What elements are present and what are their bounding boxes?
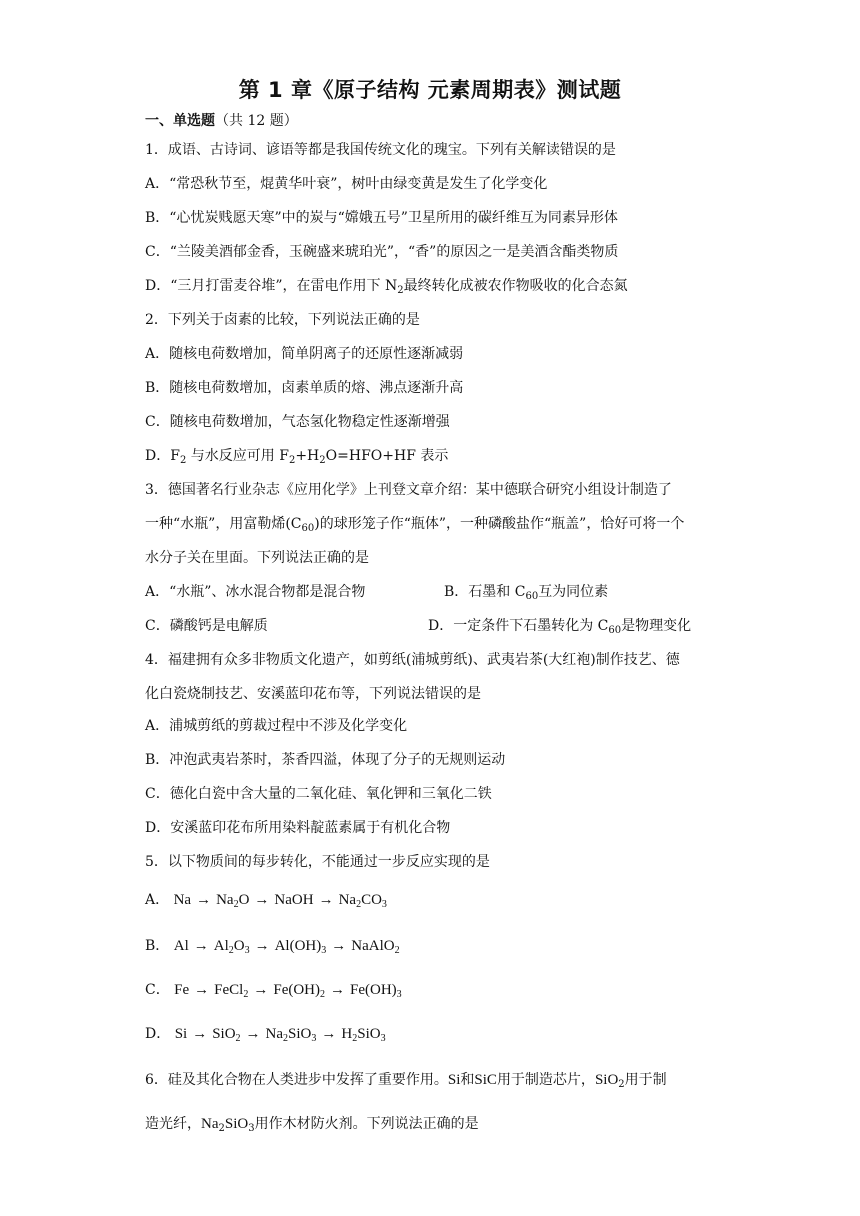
question-2-option-c: C．随核电荷数增加，气态氢化物稳定性逐渐增强	[145, 414, 450, 430]
question-5-stem: 5．以下物质间的每步转化，不能通过一步反应实现的是	[145, 854, 490, 870]
question-6-stem-line-1	[145, 1070, 667, 1090]
option-label: C．	[145, 982, 170, 998]
formula-run: SiO	[288, 1026, 312, 1042]
question-2-stem: 2．下列关于卤素的比较，下列说法正确的是	[145, 312, 420, 328]
question-3-option-b	[444, 582, 608, 602]
subscript: 2	[218, 1123, 225, 1134]
reaction-chain	[175, 1026, 386, 1042]
arrow-icon: →	[254, 938, 270, 954]
question-6-stem-line-2	[145, 1114, 479, 1134]
subscript: 2	[288, 455, 296, 466]
text-run: 用作木材防火剂。下列说法正确的是	[254, 1116, 479, 1132]
text-run: 互为同位素	[538, 584, 609, 600]
text-run: D．一定条件下石墨转化为 C	[428, 618, 609, 634]
arrow-icon: →	[245, 1026, 261, 1042]
arrow-icon: →	[194, 982, 210, 998]
subscript: 3	[311, 1033, 317, 1044]
question-3-option-a: A．“水瓶”、冰水混合物都是混合物	[145, 584, 366, 600]
option-label: B．	[145, 938, 170, 954]
arrow-icon: →	[330, 982, 346, 998]
question-3-option-c: C．磷酸钙是电解质	[145, 618, 268, 634]
question-1-option-d	[145, 276, 628, 296]
formula-run: NaAlO	[351, 938, 395, 954]
subscript: 2	[618, 1079, 625, 1090]
question-2-option-a: A．随核电荷数增加，简单阴离子的还原性逐渐减弱	[145, 346, 464, 362]
subscript: 2	[228, 945, 234, 956]
question-3-stem-line-3: 水分子关在里面。下列说法正确的是	[145, 550, 369, 566]
formula-run: Al	[173, 938, 189, 954]
subscript: 2	[233, 899, 239, 910]
question-2-option-b: B．随核电荷数增加，卤素单质的熔、沸点逐渐升高	[145, 380, 464, 396]
formula-run: Na	[265, 1026, 284, 1042]
arrow-icon: →	[193, 938, 209, 954]
formula-run: Si	[174, 1026, 188, 1042]
formula-run: SiC	[474, 1072, 497, 1088]
formula-run: SiO	[594, 1072, 619, 1088]
formula-run: Na	[201, 1116, 219, 1132]
text-run: 用于制	[624, 1072, 667, 1088]
subscript: 3	[244, 945, 250, 956]
question-5-option-d	[145, 1024, 386, 1044]
subscript: 3	[321, 945, 327, 956]
section-count: （共 12 题）	[215, 113, 298, 129]
reaction-chain	[174, 892, 387, 908]
text-run: D．F	[145, 448, 180, 464]
text-run: )的球形笼子作“瓶体”，一种磷酸盐作“瓶盖”，恰好可将一个	[314, 516, 685, 532]
subscript: 60	[301, 523, 315, 534]
text-run: 与水反应可用 F	[186, 448, 289, 464]
reaction-chain	[174, 982, 402, 998]
formula-run: Na	[338, 892, 357, 908]
text-run: 一种“水瓶”，用富勒烯(C	[145, 516, 302, 532]
formula-run: Na	[173, 892, 192, 908]
arrow-icon: →	[196, 892, 212, 908]
arrow-icon: →	[318, 892, 334, 908]
question-4-stem-line-1: 4．福建拥有众多非物质文化遗产，如剪纸(浦城剪纸)、武夷岩茶(大红袍)制作技艺、德	[145, 652, 680, 668]
formula-run: Fe	[174, 982, 190, 998]
section-label: 一、单选题	[145, 113, 215, 129]
question-5-option-c	[145, 980, 402, 1000]
arrow-icon: →	[321, 1026, 337, 1042]
subscript: 60	[608, 625, 622, 636]
question-4-option-d: D．安溪蓝印花布所用染料靛蓝素属于有机化合物	[145, 820, 451, 836]
text-run: 6．硅及其化合物在人类进步中发挥了重要作用。	[145, 1072, 448, 1088]
question-4-option-a: A．浦城剪纸的剪裁过程中不涉及化学变化	[145, 718, 408, 734]
arrow-icon: →	[254, 892, 270, 908]
subscript: 2	[394, 945, 400, 956]
subscript: 2	[235, 1033, 241, 1044]
option-label: D．	[145, 1026, 171, 1042]
question-2-option-d	[145, 446, 448, 466]
section-heading	[145, 111, 298, 131]
formula-run: CO	[361, 892, 382, 908]
subscript: 60	[525, 591, 539, 602]
text-run: +H	[295, 448, 320, 464]
question-1-option-b: B．“心忧炭贱愿天寒”中的炭与“嫦娥五号”卫星所用的碳纤维互为同素异形体	[145, 210, 618, 226]
formula-run: SiO	[224, 1116, 249, 1132]
arrow-icon: →	[192, 1026, 208, 1042]
question-1-option-c: C．“兰陵美酒郁金香，玉碗盛来琥珀光”，“香”的原因之一是美酒含酯类物质	[145, 244, 619, 260]
subscript: 2	[283, 1033, 289, 1044]
arrow-icon: →	[253, 982, 269, 998]
formula-run: FeCl	[214, 982, 244, 998]
question-5-option-a	[145, 890, 387, 910]
subscript: 3	[248, 1123, 255, 1134]
question-5-option-b	[145, 936, 400, 956]
formula-run: SiO	[212, 1026, 236, 1042]
formula-run: Fe(OH)	[350, 982, 397, 998]
question-1-option-a: A．“常恐秋节至，焜黄华叶衰”，树叶由绿变黄是发生了化学变化	[145, 176, 548, 192]
question-4-option-b: B．冲泡武夷岩茶时，茶香四溢，体现了分子的无规则运动	[145, 752, 506, 768]
formula-run: Al	[213, 938, 229, 954]
subscript: 2	[397, 285, 404, 296]
formula-run: Na	[216, 892, 234, 908]
text-run: O=HFO+HF 表示	[325, 448, 449, 464]
text-run: 和	[460, 1072, 475, 1088]
subscript: 3	[396, 989, 402, 1000]
formula-run: O	[233, 938, 245, 954]
page-title: 第 1 章《原子结构 元素周期表》测试题	[238, 78, 622, 102]
subscript: 2	[319, 455, 326, 466]
text-run: 是物理变化	[621, 618, 692, 634]
formula-run: Si	[447, 1072, 461, 1088]
text-run: 造光纤，	[145, 1116, 201, 1132]
text-run: 用于制造芯片，	[496, 1072, 595, 1088]
subscript: 2	[352, 1033, 358, 1044]
subscript: 2	[243, 989, 249, 1000]
formula-run: NaOH	[274, 892, 314, 908]
formula-run: Fe(OH)	[273, 982, 321, 998]
question-3-stem-line-1: 3．德国著名行业杂志《应用化学》上刊登文章介绍：某中德联合研究小组设计制造了	[145, 482, 672, 498]
question-4-stem-line-2: 化白瓷烧制技艺、安溪蓝印花布等，下列说法错误的是	[145, 686, 481, 702]
formula-run: Al(OH)	[274, 938, 322, 954]
subscript: 2	[356, 899, 362, 910]
option-label: A．	[145, 892, 170, 908]
formula-run: O	[238, 892, 250, 908]
text-run: 最终转化成被农作物吸收的化合态氮	[403, 278, 628, 294]
formula-run: H	[341, 1026, 353, 1042]
question-1-stem: 1．成语、古诗词、谚语等都是我国传统文化的瑰宝。下列有关解读错误的是	[145, 142, 616, 158]
arrow-icon: →	[331, 938, 347, 954]
subscript: 3	[380, 1033, 386, 1044]
subscript: 3	[381, 899, 387, 910]
question-3-option-d	[428, 616, 691, 636]
formula-run: SiO	[357, 1026, 381, 1042]
reaction-chain	[174, 938, 400, 954]
subscript: 2	[320, 989, 326, 1000]
text-run: B．石墨和 C	[444, 584, 526, 600]
text-run: D．“三月打雷麦谷堆”，在雷电作用下 N	[145, 278, 398, 294]
question-3-stem-line-2	[145, 514, 684, 534]
question-4-option-c: C．德化白瓷中含大量的二氧化硅、氧化钾和三氧化二铁	[145, 786, 492, 802]
subscript: 2	[179, 455, 187, 466]
